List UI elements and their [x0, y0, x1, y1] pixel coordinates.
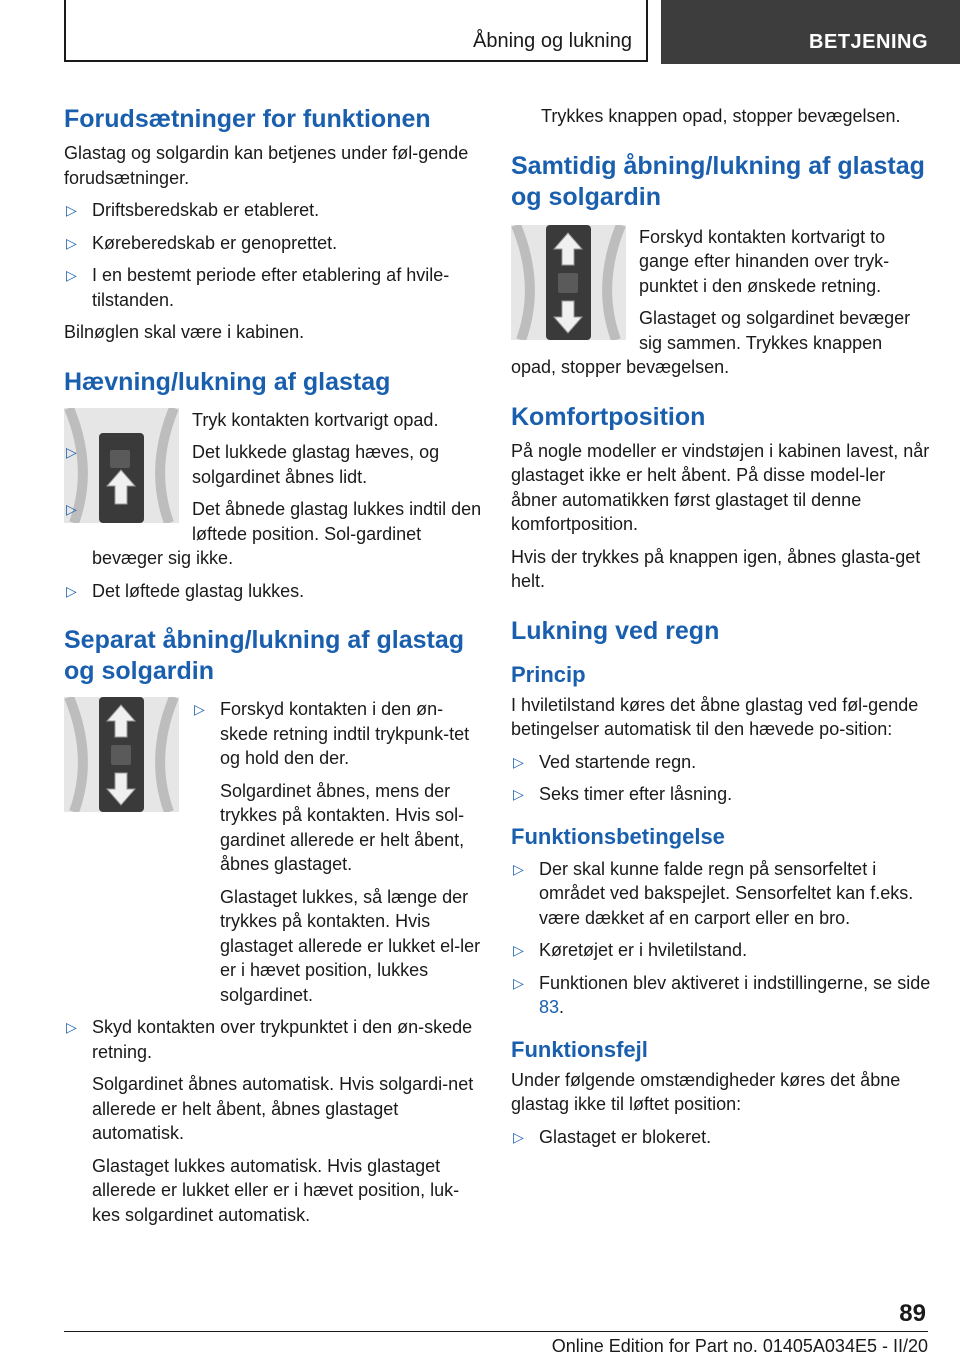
heading-comfort: Komfortposition	[511, 402, 706, 431]
right-column	[511, 100, 931, 1149]
comfort-p1: På nogle modeller er vindstøjen i kabinen lavest, når glastaget ikke er helt åbent. På disse model-ler åbner automatikken først glastaget til denne komfortposition.	[511, 440, 930, 534]
bullet-triangle-icon: ▷	[513, 786, 524, 802]
condition-list	[511, 857, 931, 1020]
bullet-triangle-icon: ▷	[66, 1019, 77, 1035]
separate-list	[192, 697, 482, 1007]
left-column	[64, 100, 482, 1227]
list-item: ▷ I en bestemt periode efter etablering af hvile-tilstanden.	[66, 265, 450, 310]
list-item: ▷ Der skal kunne falde regn på sensorfeltet i området ved bakspejlet. Sensorfeltet kan f.eks. være dækket af en carport eller en bro.	[513, 858, 914, 928]
sep-item2-p1: Solgardinet åbnes automatisk. Hvis solgardi-net allerede er helt åbent, åbnes glastaget automatisk.	[92, 1074, 474, 1143]
key-note: Bilnøglen skal være i kabinen.	[64, 322, 305, 342]
heading-prerequisites: Forudsætninger for funktionen	[64, 105, 431, 133]
header-chapter-title: Åbning og lukning	[472, 30, 632, 52]
roof-switch-updown-image	[64, 697, 179, 812]
list-item: ▷ Glastaget er blokeret.	[511, 1125, 931, 1150]
lift-section	[64, 408, 482, 571]
bullet-triangle-icon: ▷	[513, 860, 524, 877]
prereq-list	[64, 198, 482, 312]
bullet-triangle-icon: ▷	[66, 267, 77, 283]
separate-list-2	[64, 1015, 482, 1227]
heading-principle: Princip	[511, 661, 586, 687]
heading-fault: Funktionsfejl	[511, 1036, 648, 1062]
list-item: ▷ Det løftede glastag lukkes.	[64, 579, 482, 604]
list-item: ▷ Ved startende regn.	[511, 750, 931, 775]
bullet-triangle-icon: ▷	[513, 974, 524, 991]
simultaneous-section	[511, 225, 931, 380]
simultaneous-p1: Forskyd kontakten kortvarigt to gange efter hinanden over tryk-punktet i den ønskede retning.	[639, 226, 890, 296]
list-item: ▷ Seks timer efter låsning.	[511, 782, 931, 807]
header-section-box	[661, 0, 960, 64]
heading-condition: Funktionsbetingelse	[511, 823, 725, 849]
page-number: 89	[899, 1300, 926, 1327]
header-chapter-box	[64, 0, 648, 62]
bullet-triangle-icon: ▷	[66, 582, 77, 599]
fault-list	[511, 1125, 931, 1150]
page-header	[0, 0, 960, 70]
bullet-triangle-icon: ▷	[194, 701, 205, 717]
fault-p: Under følgende omstændigheder køres det åbne glastag ikke til løftet position:	[511, 1069, 901, 1114]
bullet-triangle-icon: ▷	[513, 1128, 524, 1145]
list-item: ▷ Det åbnede glastag lukkes indtil den løftede position. Sol-gardinet bevæger sig ikke.	[66, 499, 482, 568]
principle-p: I hviletilstand køres det åbne glastag ved føl-gende betingelser automatisk til den hævede po-sition:	[511, 694, 919, 739]
sep-item2-p2: Glastaget lukkes automatisk. Hvis glastaget allerede er lukket eller er i hævet position, luk-kes solgardinet automatisk.	[92, 1155, 460, 1225]
bullet-triangle-icon: ▷	[513, 753, 524, 770]
list-item: ▷ Køretøjet er i hviletilstand.	[511, 938, 931, 963]
roof-switch-double-image	[511, 225, 626, 340]
bullet-triangle-icon: ▷	[66, 501, 77, 517]
lift-intro: Tryk kontakten kortvarigt opad.	[192, 409, 439, 430]
principle-list	[511, 750, 931, 807]
list-item: ▷ Skyd kontakten over trykpunktet i den øn-skede retning. Solgardinet åbnes automatisk. Hvis solgardi-net allerede er helt åbent, åbnes glastaget automatisk. Glastaget lukkes automatisk. Hvis glastaget allerede er lukket eller er i hævet position, luk-kes solgardinet automatisk.	[64, 1015, 482, 1227]
list-item: ▷ Køreberedskab er genoprettet.	[64, 231, 482, 256]
top-continuation: Trykkes knappen opad, stopper bevægelsen.	[541, 106, 901, 126]
bullet-triangle-icon: ▷	[66, 234, 77, 251]
header-section-title: BETJENING	[809, 31, 928, 53]
footer-divider	[64, 1331, 928, 1332]
comfort-p2: Hvis der trykkes på knappen igen, åbnes glasta-get helt.	[511, 546, 921, 591]
simultaneous-p2: Glastaget og solgardinet bevæger sig sammen. Trykkes knappen opad, stopper bevægelsen.	[511, 308, 911, 377]
page-reference-link[interactable]: 83	[539, 997, 560, 1017]
list-item: ▷ Det lukkede glastag hæves, og solgardinet åbnes lidt.	[66, 442, 440, 487]
lift-list-2	[64, 579, 482, 604]
heading-separate: Separat åbning/lukning af glastag og solgardin	[64, 626, 465, 685]
sep-item1-p1: Solgardinet åbnes, mens der trykkes på kontakten. Hvis sol-gardinet allerede er helt åbent, åbnes glastaget.	[220, 780, 465, 874]
prereq-intro: Glastag og solgardin kan betjenes under føl-gende forudsætninger.	[64, 143, 469, 188]
list-item: ▷ Funktionen blev aktiveret i indstillingerne, se side 83.	[513, 972, 931, 1017]
list-item: ▷ Forskyd kontakten i den øn-skede retning indtil trykpunk-tet og hold den der. Solgardinet åbnes, mens der trykkes på kontakten. Hvis sol-gardinet allerede er helt åbent, åbnes glastaget. Glastaget lukkes, så længe der trykkes på kontakten. Hvis glastaget allerede er lukket el-ler er i hævet position, lukkes solgardinet.	[192, 697, 482, 1007]
footer-edition: Online Edition for Part no. 01405A034E5 - II/20	[551, 1336, 928, 1356]
lift-list	[64, 440, 482, 571]
bullet-triangle-icon: ▷	[513, 942, 524, 958]
heading-simultaneous: Samtidig åbning/lukning af glastag og solgardin	[511, 151, 925, 211]
heading-rain: Lukning ved regn	[511, 616, 720, 645]
bullet-triangle-icon: ▷	[66, 202, 77, 218]
heading-lift-close: Hævning/lukning af glastag	[64, 367, 391, 396]
list-item: ▷ Driftsberedskab er etableret.	[64, 198, 482, 223]
sep-item1-p2: Glastaget lukkes, så længe der trykkes på kontakten. Hvis glastaget allerede er lukket el-ler er i hævet position, lukkes solgardinet.	[220, 886, 481, 1005]
separate-section	[64, 697, 482, 1007]
bullet-triangle-icon: ▷	[66, 444, 77, 460]
